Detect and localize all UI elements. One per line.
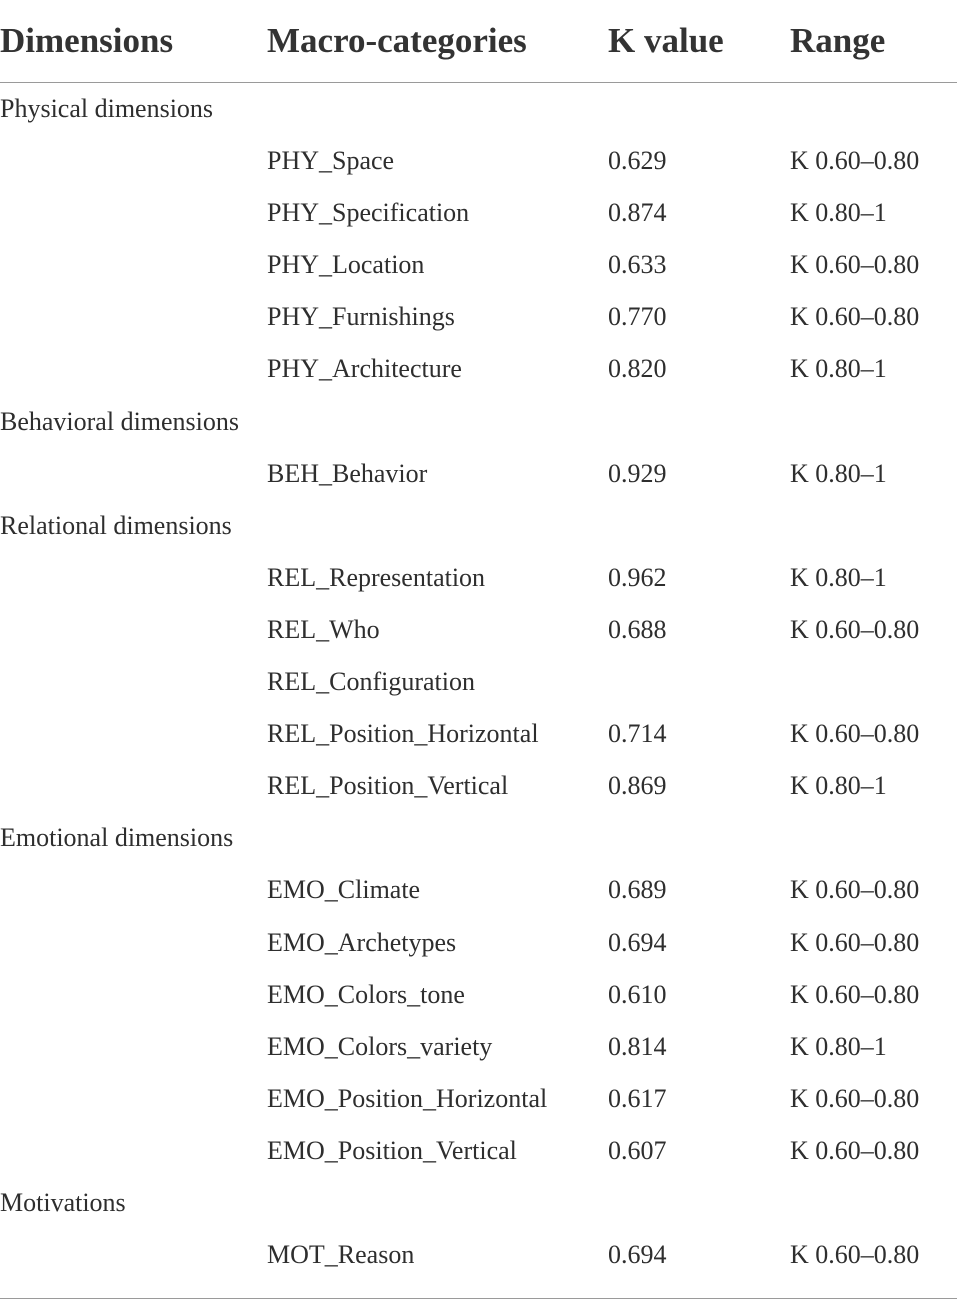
header-k-value: K value xyxy=(608,21,724,60)
header-range: Range xyxy=(790,21,886,60)
category-cell: REL_Position_Vertical xyxy=(267,771,509,801)
range-cell: K 0.60–0.80 xyxy=(790,927,920,957)
k-value-cell: 0.820 xyxy=(608,354,667,384)
category-cell: REL_Position_Horizontal xyxy=(267,719,539,749)
range-cell: K 0.60–0.80 xyxy=(790,146,920,176)
dimension-cell: Motivations xyxy=(0,1187,126,1217)
category-cell: PHY_Architecture xyxy=(267,354,462,384)
range-cell: K 0.60–0.80 xyxy=(790,875,920,905)
k-value-cell: 0.633 xyxy=(608,250,667,280)
range-cell: K 0.80–1 xyxy=(790,562,887,592)
range-cell: K 0.80–1 xyxy=(790,771,887,801)
table-row xyxy=(0,83,957,135)
header-macro-categories: Macro-categories xyxy=(267,21,527,60)
table-row xyxy=(0,1125,957,1177)
category-cell: PHY_Specification xyxy=(267,198,470,228)
range-cell: K 0.60–0.80 xyxy=(790,1135,920,1165)
category-cell: EMO_Climate xyxy=(267,875,421,905)
category-cell: REL_Configuration xyxy=(267,667,475,697)
table-header xyxy=(0,0,957,83)
header-dimensions: Dimensions xyxy=(0,21,174,60)
table-row xyxy=(0,396,957,448)
range-cell: K 0.60–0.80 xyxy=(790,302,920,332)
category-cell: MOT_Reason xyxy=(267,1240,415,1270)
category-cell: EMO_Archetypes xyxy=(267,927,457,957)
table-row xyxy=(0,969,957,1021)
category-cell: PHY_Location xyxy=(267,250,425,280)
category-cell: EMO_Colors_tone xyxy=(267,979,465,1009)
table-row xyxy=(0,1229,957,1281)
k-value-cell: 0.607 xyxy=(608,1135,667,1165)
range-cell: K 0.60–0.80 xyxy=(790,250,920,280)
k-value-cell: 0.617 xyxy=(608,1083,667,1113)
k-value-cell: 0.694 xyxy=(608,1240,667,1270)
range-cell: K 0.60–0.80 xyxy=(790,1240,920,1270)
table-row xyxy=(0,239,957,291)
range-cell: K 0.60–0.80 xyxy=(790,1083,920,1113)
range-cell: K 0.80–1 xyxy=(790,1031,887,1061)
table-row xyxy=(0,864,957,916)
table-row xyxy=(0,708,957,760)
table-row xyxy=(0,135,957,187)
table-row xyxy=(0,291,957,343)
table-row xyxy=(0,448,957,500)
dimension-cell: Physical dimensions xyxy=(0,94,214,123)
k-value-cell: 0.610 xyxy=(608,979,667,1009)
table-row xyxy=(0,760,957,812)
table-row xyxy=(0,604,957,656)
k-value-cell: 0.689 xyxy=(608,875,667,905)
k-value-cell: 0.929 xyxy=(608,458,667,488)
k-value-cell: 0.814 xyxy=(608,1031,667,1061)
table-row xyxy=(0,812,957,864)
range-cell: K 0.80–1 xyxy=(790,198,887,228)
category-cell: EMO_Position_Vertical xyxy=(267,1135,517,1165)
range-cell: K 0.80–1 xyxy=(790,458,887,488)
dimension-cell: Relational dimensions xyxy=(0,510,232,540)
table-row xyxy=(0,187,957,239)
category-cell: REL_Who xyxy=(267,614,380,644)
table-body xyxy=(0,83,957,1281)
k-value-cell: 0.874 xyxy=(608,198,667,228)
table-row xyxy=(0,552,957,604)
dimension-cell: Emotional dimensions xyxy=(0,823,234,853)
table-row xyxy=(0,1177,957,1229)
table-row xyxy=(0,343,957,395)
k-value-cell: 0.629 xyxy=(608,146,667,176)
category-cell: EMO_Colors_variety xyxy=(267,1031,493,1061)
k-value-cell: 0.869 xyxy=(608,771,667,801)
table-row xyxy=(0,917,957,969)
table-row xyxy=(0,500,957,552)
category-cell: PHY_Furnishings xyxy=(267,302,455,332)
table-bottom-rule xyxy=(0,1298,957,1299)
k-value-cell: 0.694 xyxy=(608,927,667,957)
k-value-cell: 0.962 xyxy=(608,562,667,592)
table-row xyxy=(0,1021,957,1073)
k-value-cell: 0.688 xyxy=(608,614,667,644)
k-value-cell: 0.770 xyxy=(608,302,667,332)
range-cell: K 0.80–1 xyxy=(790,354,887,384)
category-cell: BEH_Behavior xyxy=(267,458,428,488)
k-value-cell: 0.714 xyxy=(608,719,667,749)
table-row xyxy=(0,656,957,708)
category-cell: REL_Representation xyxy=(267,562,486,592)
table-row xyxy=(0,1073,957,1125)
range-cell: K 0.60–0.80 xyxy=(790,719,920,749)
category-cell: PHY_Space xyxy=(267,146,395,176)
dimension-cell: Behavioral dimensions xyxy=(0,406,240,436)
range-cell: K 0.60–0.80 xyxy=(790,979,920,1009)
category-cell: EMO_Position_Horizontal xyxy=(267,1083,548,1113)
range-cell: K 0.60–0.80 xyxy=(790,614,920,644)
